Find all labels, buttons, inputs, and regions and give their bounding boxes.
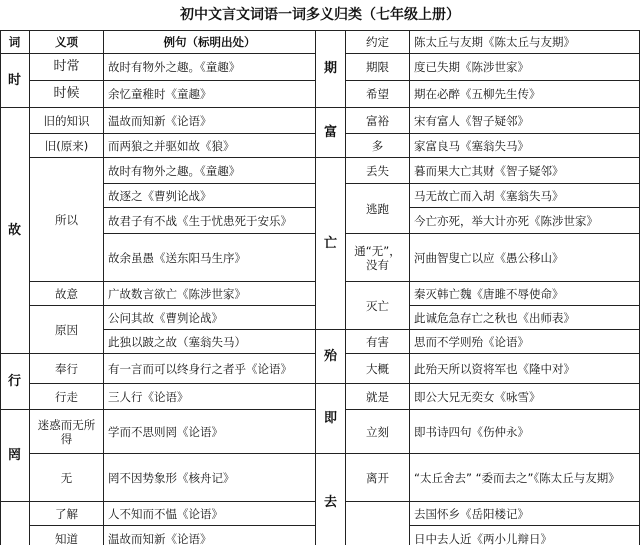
meaning-cell: 了解 [30,502,104,526]
example-cell: 期在必醉《五柳先生传》 [410,81,640,108]
example-cell: 宋有富人《智子疑邻》 [410,108,640,134]
example-cell: 三人行《论语》 [104,384,316,410]
meaning-cell: 立刻 [346,410,410,454]
meaning-cell: 多 [346,134,410,158]
meaning-cell: 无 [30,454,104,502]
meaning-cell: 逃跑 [346,184,410,234]
example-cell: 有一言而可以终身行之者乎《论语》 [104,354,316,384]
example-cell: 学而不思则罔《论语》 [104,410,316,454]
example-cell: 故余虽愚《送东阳马生序》 [104,234,316,282]
word-shi: 时 [0,54,30,108]
word-fu: 富 [316,108,346,158]
meaning-cell: 旧(原来) [30,134,104,158]
meaning-cell: 大概 [346,354,410,384]
example-cell: 家富良马《塞翁失马》 [410,134,640,158]
example-cell: 度已失期《陈涉世家》 [410,54,640,81]
meaning-cell: 行走 [30,384,104,410]
header-word: 词 [0,30,30,54]
word-qu: 去 [316,454,346,545]
header-meaning: 义项 [30,30,104,54]
example-cell: 暮而果大亡其财《智子疑邻》 [410,158,640,184]
example-cell: 罔不因势象形《核舟记》 [104,454,316,502]
meaning-cell: 时候 [30,81,104,108]
example-cell: 而两狼之并驱如故《狼》 [104,134,316,158]
example-cell: “太丘舍去” “委而去之”《陈太丘与友期》 [410,454,640,502]
meaning-cell: 就是 [346,384,410,410]
example-cell: 温故而知新《论语》 [104,108,316,134]
example-cell: 去国怀乡《岳阳楼记》 [410,502,640,526]
meaning-cell: 原因 [30,306,104,354]
example-cell: 此独以跛之故（塞翁失马） [104,330,316,354]
word-dai: 殆 [316,330,346,384]
meaning-cell: 期限 [346,54,410,81]
example-cell: 人不知而不愠《论语》 [104,502,316,526]
word-ji: 即 [316,384,346,454]
word-gu: 故 [0,108,30,354]
example-cell: 河曲智叟亡以应《愚公移山》 [410,234,640,282]
word-zhi [0,502,30,545]
meaning-cell: 通“无”，没有 [346,234,410,282]
word-qi: 期 [316,30,346,108]
meaning-cell: 有害 [346,330,410,354]
meaning-cell: 故意 [30,282,104,306]
example-cell: 今亡亦死，举大计亦死《陈涉世家》 [410,208,640,234]
meaning-cell: 奉行 [30,354,104,384]
example-cell: 此殆天所以资将军也《隆中对》 [410,354,640,384]
page-title: 初中文言文词语一词多义归类（七年级上册） [180,7,460,23]
meaning-cell: 离开 [346,454,410,502]
example-cell: 故时有物外之趣。《童趣》 [104,54,316,81]
meaning-cell: 希望 [346,81,410,108]
meaning-cell: 约定 [346,30,410,54]
example-cell: 秦灭韩亡魏《唐雎不辱使命》 [410,282,640,306]
meaning-cell: 灭亡 [346,282,410,330]
example-cell: 马无故亡而入胡《塞翁失马》 [410,184,640,208]
example-cell: 故时有物外之趣。《童趣》 [104,158,316,184]
word-wang: 罔 [0,410,30,502]
meaning-cell: 时常 [30,54,104,81]
meaning-cell [346,502,410,545]
meaning-cell: 富裕 [346,108,410,134]
example-cell: 广故数言欲亡《陈涉世家》 [104,282,316,306]
meaning-cell: 丢失 [346,158,410,184]
header-example: 例句（标明出处） [104,30,316,54]
word-xing: 行 [0,354,30,410]
vocabulary-table [0,30,640,545]
example-cell: 余忆童稚时《童趣》 [104,81,316,108]
word-wang-die: 亡 [316,158,346,330]
example-cell: 日中去人近《两小儿辩日》 [410,526,640,545]
example-cell: 故逐之《曹刿论战》 [104,184,316,208]
meaning-cell: 旧的知识 [30,108,104,134]
meaning-cell: 迷惑而无所得 [30,410,104,454]
example-cell: 思而不学则殆《论语》 [410,330,640,354]
example-cell: 故君子有不战《生于忧患死于安乐》 [104,208,316,234]
example-cell: 此诚危急存亡之秋也《出师表》 [410,306,640,330]
example-cell: 即书诗四句《伤仲永》 [410,410,640,454]
meaning-cell: 所以 [30,158,104,282]
example-cell: 公问其故《曹刿论战》 [104,306,316,330]
meaning-cell: 知道 [30,526,104,545]
example-cell: 陈太丘与友期《陈太丘与友期》 [410,30,640,54]
example-cell: 即公大兄无奕女《咏雪》 [410,384,640,410]
example-cell: 温故而知新《论语》 [104,526,316,545]
